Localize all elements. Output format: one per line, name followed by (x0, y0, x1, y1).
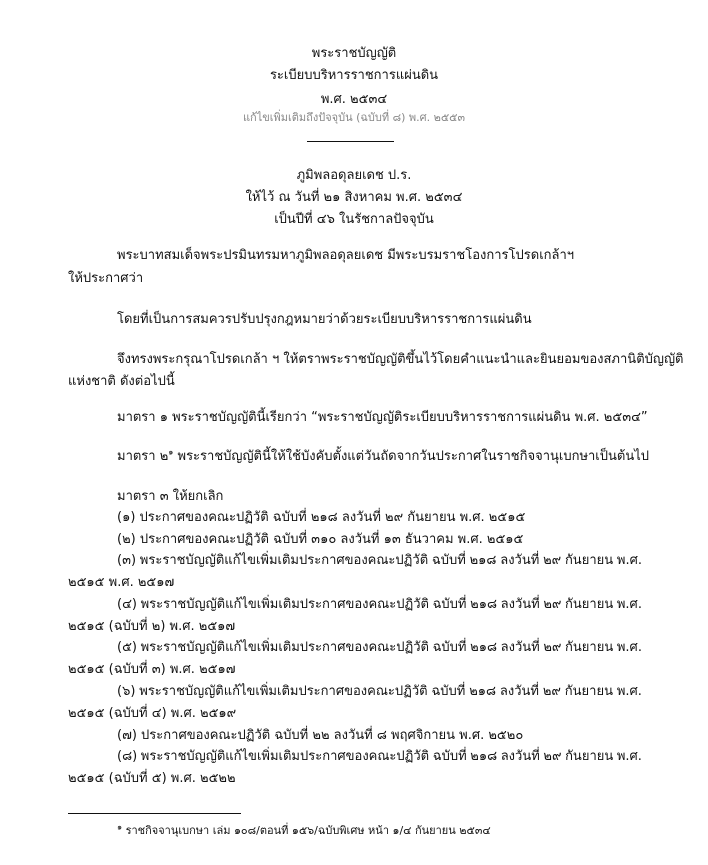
footnote-mark: ๑ (117, 822, 123, 832)
repeal-item-4: (๔) พระราชบัญญัติแก้ไขเพิ่มเติมประกาศของคณะปฏิวัติ ฉบับที่ ๒๑๘ ลงวันที่ ๒๙ กันยายน พ.ศ. (117, 597, 642, 612)
section-2 (117, 447, 649, 467)
preamble-line-2: ให้ประกาศว่า (68, 271, 144, 286)
footnote (117, 821, 491, 841)
repeal-item-5-continued: ๒๕๑๕ (ฉบับที่ ๓) พ.ศ. ๒๕๑๗ (68, 662, 236, 677)
amendment-note: แก้ไขเพิ่มเติมถึงปัจจุบัน (ฉบับที่ ๘) พ.ศ. ๒๕๕๓ (242, 111, 466, 124)
repeal-item-8: (๘) พระราชบัญญัติแก้ไขเพิ่มเติมประกาศของคณะปฏิวัติ ฉบับที่ ๒๑๘ ลงวันที่ ๒๙ กันยายน พ.ศ. (117, 749, 642, 764)
enactment-line-2: แห่งชาติ ดังต่อไปนี้ (68, 374, 175, 389)
given-date: ให้ไว้ ณ วันที่ ๒๑ สิงหาคม พ.ศ. ๒๕๓๔ (245, 190, 463, 205)
preamble-line-1: พระบาทสมเด็จพระปรมินทรมหาภูมิพลอดุลยเดช มีพระบรมราชโองการโปรดเกล้าฯ (117, 248, 575, 263)
section-2-text: พระราชบัญญัตินี้ให้ใช้บังคับตั้งแต่วันถัดจากวันประกาศในราชกิจจานุเบกษาเป็นต้นไป (173, 449, 650, 464)
repeal-item-3: (๓) พระราชบัญญัติแก้ไขเพิ่มเติมประกาศของคณะปฏิวัติ ฉบับที่ ๒๑๘ ลงวันที่ ๒๙ กันยายน พ.ศ. (117, 553, 642, 568)
repeal-item-2: (๒) ประกาศของคณะปฏิวัติ ฉบับที่ ๓๑๐ ลงวันที่ ๑๓ ธันวาคม พ.ศ. ๒๕๑๕ (117, 532, 524, 547)
repeal-item-1: (๑) ประกาศของคณะปฏิวัติ ฉบับที่ ๒๑๘ ลงวันที่ ๒๙ กันยายน พ.ศ. ๒๕๑๕ (117, 510, 526, 525)
repeal-item-6: (๖) พระราชบัญญัติแก้ไขเพิ่มเติมประกาศของคณะปฏิวัติ ฉบับที่ ๒๑๘ ลงวันที่ ๒๙ กันยายน พ.ศ. (117, 684, 642, 699)
section-1: มาตรา ๑ พระราชบัญญัตินี้เรียกว่า “พระราชบัญญัติระเบียบบริหารราชการแผ่นดิน พ.ศ. ๒๕๓๔” (117, 410, 648, 425)
reign-year: เป็นปีที่ ๔๖ ในรัชกาลปัจจุบัน (274, 212, 434, 227)
document-year: พ.ศ. ๒๕๓๔ (320, 92, 388, 107)
repeal-item-6-continued: ๒๕๑๕ (ฉบับที่ ๔) พ.ศ. ๒๕๑๙ (68, 706, 237, 721)
section-2-label: มาตรา ๒ (117, 449, 169, 464)
repeal-item-7: (๗) ประกาศของคณะปฏิวัติ ฉบับที่ ๒๒ ลงวันที่ ๘ พฤศจิกายน พ.ศ. ๒๕๒๐ (117, 728, 524, 743)
preamble-reason: โดยที่เป็นการสมควรปรับปรุงกฎหมายว่าด้วยระเบียบบริหารราชการแผ่นดิน (117, 312, 532, 327)
repeal-item-5: (๕) พระราชบัญญัติแก้ไขเพิ่มเติมประกาศของคณะปฏิวัติ ฉบับที่ ๒๑๘ ลงวันที่ ๒๙ กันยายน พ.ศ. (117, 640, 642, 655)
royal-signature: ภูมิพลอดุลยเดช ป.ร. (296, 168, 412, 183)
repeal-item-3-continued: ๒๕๑๕ พ.ศ. ๒๕๑๗ (68, 575, 175, 590)
document-title: พระราชบัญญัติ (311, 46, 397, 61)
document-subtitle: ระเบียบบริหารราชการแผ่นดิน (269, 68, 439, 83)
footnote-divider (68, 813, 241, 814)
footnote-text: ราชกิจจานุเบกษา เล่ม ๑๐๘/ตอนที่ ๑๕๖/ฉบับพิเศษ หน้า ๑/๔ กันยายน ๒๕๓๔ (122, 824, 491, 837)
footnote-reference[interactable]: ๑ (168, 447, 174, 457)
repeal-item-8-continued: ๒๕๑๕ (ฉบับที่ ๕) พ.ศ. ๒๕๒๒ (68, 771, 236, 786)
section-3-heading: มาตรา ๓ ให้ยกเลิก (117, 489, 224, 504)
title-divider (307, 141, 394, 142)
enactment-line-1: จึงทรงพระกรุณาโปรดเกล้า ฯ ให้ตราพระราชบัญญัติขึ้นไว้โดยคำแนะนำและยินยอมของสภานิติบัญญัติ (117, 352, 684, 367)
repeal-item-4-continued: ๒๕๑๕ (ฉบับที่ ๒) พ.ศ. ๒๕๑๗ (68, 619, 236, 634)
